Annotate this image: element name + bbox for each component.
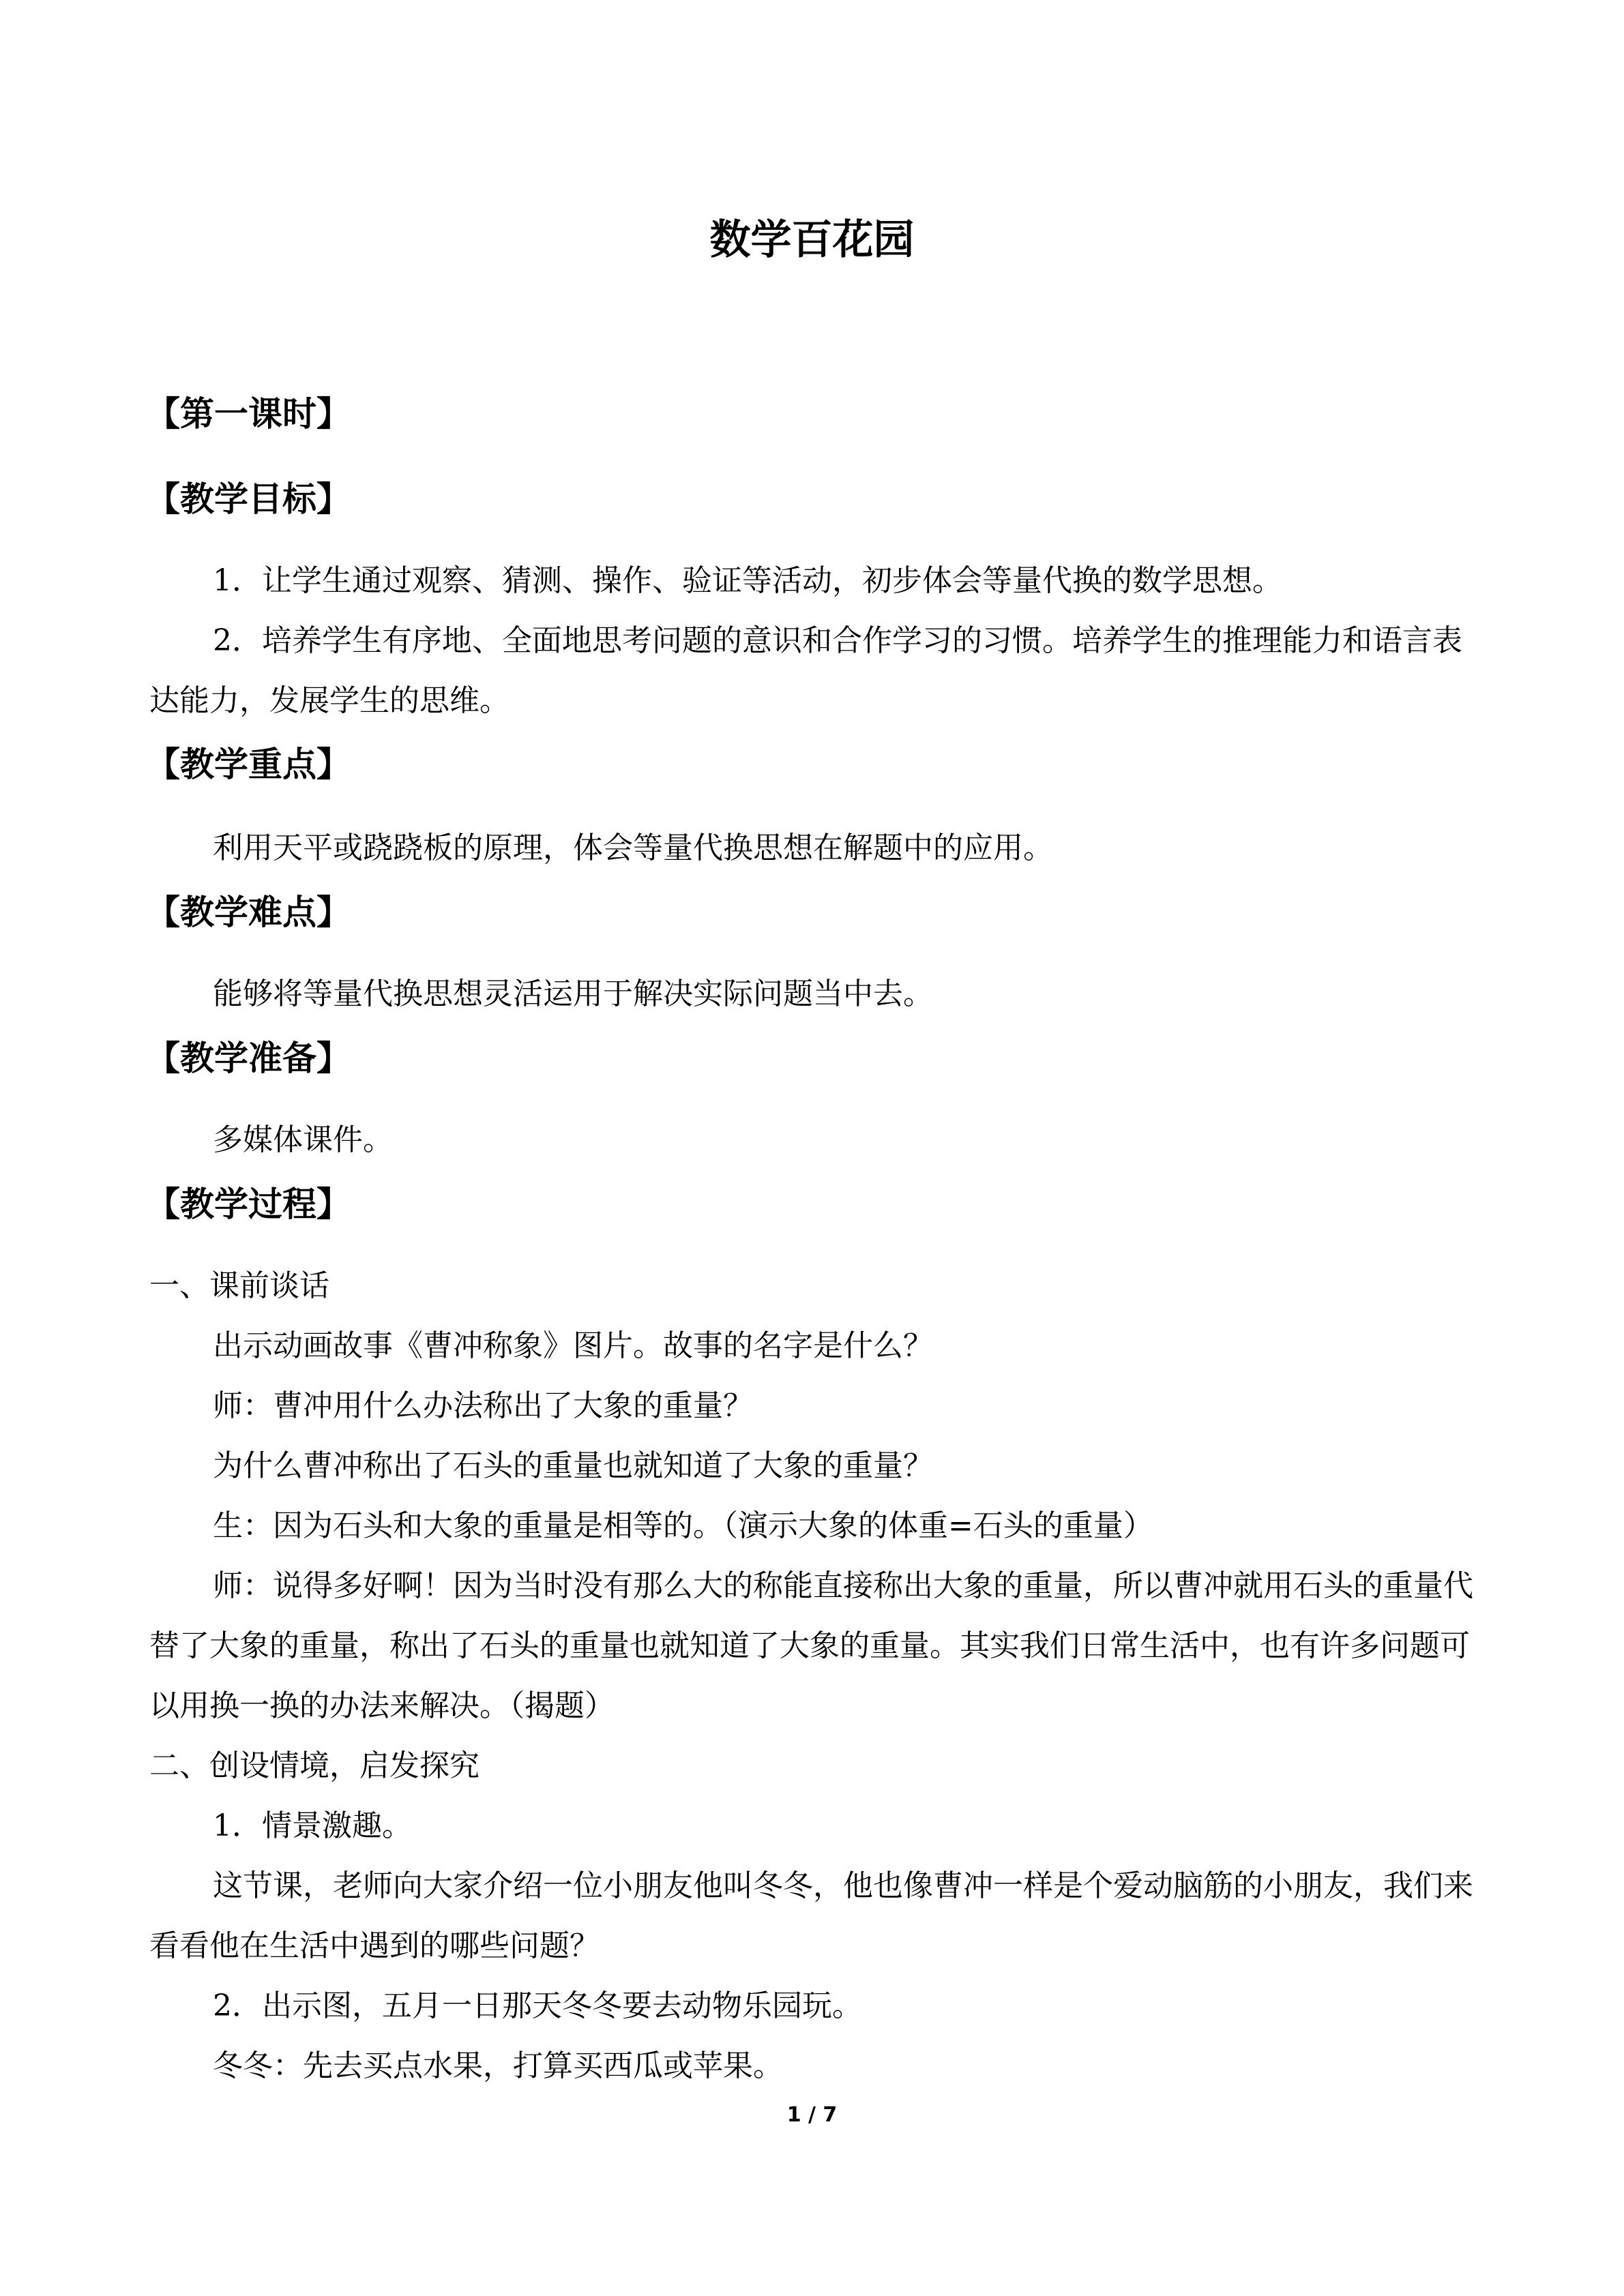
heading-process: 【教学过程】 (146, 1184, 351, 1224)
paragraph-section1-5: 师：说得多好啊！因为当时没有那么大的称能直接称出大象的重量，所以曹冲就用石头的重量代替了大象的重量，称出了石头的重量也就知道了大象的重量。其实我们日常生活中，也有许多问题可以用换一换的办法来解决。（揭题） (149, 1568, 1473, 1723)
paragraph-section1-4: 生：因为石头和大象的重量是相等的。（演示大象的体重=石头的重量） (213, 1508, 1153, 1543)
heading-objectives: 【教学目标】 (146, 479, 351, 519)
heading-preparation: 【教学准备】 (146, 1038, 351, 1078)
paragraph-section2-2: 这节课，老师向大家介绍一位小朋友他叫冬冬，他也像曹冲一样是个爱动脑筋的小朋友，我们来看看他在生活中遇到的哪些问题？ (149, 1868, 1473, 1963)
paragraph-section2-4: 冬冬：先去买点水果，打算买西瓜或苹果。 (213, 2048, 783, 2083)
paragraph-section2-3: 2．出示图，五月一日那天冬冬要去动物乐园玩。 (213, 1988, 862, 2023)
paragraph-key-points: 利用天平或跷跷板的原理，体会等量代换思想在解题中的应用。 (213, 831, 1053, 865)
paragraph-objective-1: 1．让学生通过观察、猜测、操作、验证等活动，初步体会等量代换的数学思想。 (213, 563, 1282, 598)
page-title: 数学百花园 (709, 216, 915, 264)
paragraph-section2-1: 1．情景激趣。 (213, 1808, 412, 1843)
paragraph-objective-2: 2．培养学生有序地、全面地思考问题的意识和合作学习的习惯。培养学生的推理能力和语言表达能力，发展学生的思维。 (149, 623, 1462, 718)
paragraph-section1-2: 师：曹冲用什么办法称出了大象的重量？ (213, 1388, 753, 1423)
heading-difficulties: 【教学难点】 (146, 892, 351, 932)
paragraph-difficulties: 能够将等量代换思想灵活运用于解决实际问题当中去。 (213, 976, 933, 1011)
paragraph-section1-1: 出示动画故事《曹冲称象》图片。故事的名字是什么？ (213, 1328, 933, 1363)
heading-lesson: 【第一课时】 (146, 393, 351, 434)
section-title-scenario: 二、创设情境，启发探究 (149, 1748, 479, 1783)
paragraph-section1-3: 为什么曹冲称出了石头的重量也就知道了大象的重量？ (213, 1448, 933, 1483)
page-number: 1 / 7 (786, 2103, 838, 2127)
paragraph-preparation: 多媒体课件。 (213, 1122, 393, 1157)
section-title-pre-class-talk: 一、课前谈话 (149, 1268, 329, 1303)
heading-key-points: 【教学重点】 (146, 744, 351, 784)
